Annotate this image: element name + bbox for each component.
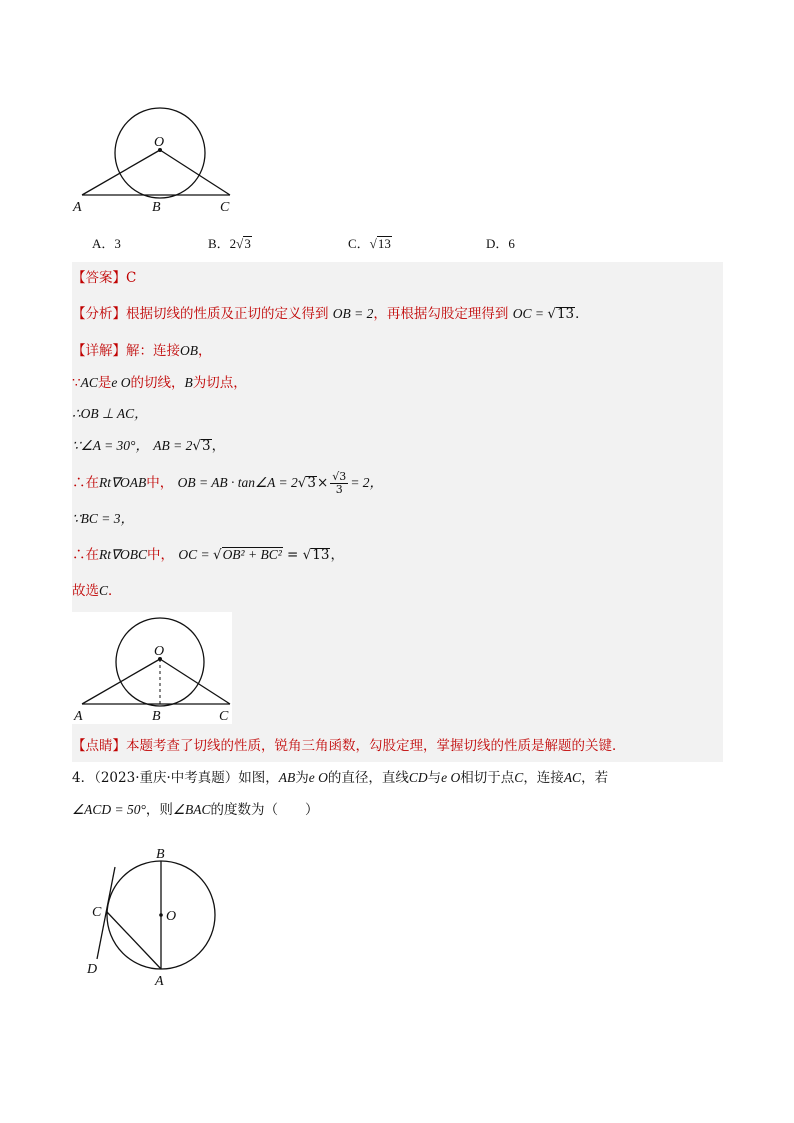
step-6-end: ， xyxy=(330,547,344,563)
choice-b-prefix: 2 xyxy=(229,236,237,251)
step-1-math2: B xyxy=(184,375,193,390)
label-c-2: C xyxy=(219,709,229,724)
q4-text-a: 4．（2023·重庆·中考真题）如图， xyxy=(72,770,279,786)
label-o-2: O xyxy=(154,644,165,659)
analysis-tag: 【分析】 xyxy=(72,306,126,322)
label-b-3: B xyxy=(156,847,165,862)
choice-c-key: C． xyxy=(348,236,370,251)
q4-text-g: ，若 xyxy=(581,770,609,786)
step-6-mid: 中， xyxy=(147,547,175,563)
choice-d-value: 6 xyxy=(508,236,515,251)
choice-d xyxy=(486,233,515,252)
comment-text: 本题考查了切线的性质，锐角三角函数，勾股定理，掌握切线的性质是解题的关键． xyxy=(126,738,626,754)
step-6-pre: ∴在 xyxy=(72,547,99,563)
label-o: O xyxy=(154,135,165,150)
step-4-times: × xyxy=(316,475,329,491)
label-c: C xyxy=(220,200,230,215)
q4-text-b: 为 xyxy=(295,770,309,786)
line-oc-2 xyxy=(160,659,230,704)
analysis-text-2: ，再根据勾股定理得到 xyxy=(373,306,509,322)
circle-o xyxy=(115,108,205,198)
step-4: ∴在Rt∇OAB中， OB = AB · tan∠A = 2√3× $\frac{√3}{3}$ = 2， xyxy=(72,470,384,496)
step-1-text3: 为切点， xyxy=(192,375,247,391)
comment-tag: 【点睛】 xyxy=(72,738,126,754)
step-4-mid: 中， xyxy=(146,475,174,491)
step-2 xyxy=(72,405,148,423)
step-5 xyxy=(72,510,134,528)
step-3-sqrt: 3 xyxy=(201,438,211,454)
choice-c-sqrt: 13 xyxy=(377,236,391,251)
line-ca xyxy=(107,912,161,969)
question-4-line-2 xyxy=(72,801,318,819)
label-d-3: D xyxy=(87,962,98,977)
step-1-circle: e O xyxy=(111,375,131,390)
figure-1 xyxy=(70,95,240,220)
choice-d-key: D． xyxy=(486,236,509,251)
step-1-math: AC xyxy=(80,375,98,390)
q4-text-d: 与 xyxy=(427,770,442,786)
choice-a-key: A． xyxy=(92,236,115,251)
answer-value: C xyxy=(126,270,137,286)
step-4-end: = 2， xyxy=(350,475,384,490)
label-o-3: O xyxy=(166,909,177,924)
analysis-math-2: OC = xyxy=(512,306,548,321)
point-o-3 xyxy=(159,913,163,917)
detail-intro-math: OB xyxy=(180,343,198,358)
q4-math-cd: CD xyxy=(408,770,428,785)
line-oa xyxy=(82,150,160,195)
q4-text-h: ，则 xyxy=(145,802,173,818)
label-a-3: A xyxy=(155,974,164,989)
label-b-2: B xyxy=(152,709,161,724)
step-6-eq: = xyxy=(282,547,303,563)
analysis-math-1: OB = 2 xyxy=(332,306,374,321)
step-7 xyxy=(72,582,122,600)
step-7-math: C xyxy=(99,583,109,598)
analysis-sqrt: 13 xyxy=(556,306,575,322)
step-6-tri: Rt∇OBC xyxy=(99,547,148,562)
step-1-text2: 的切线， xyxy=(130,375,185,391)
q4-angle-bac: ∠BAC xyxy=(172,802,211,817)
label-b: B xyxy=(152,200,161,215)
choice-a-value: 3 xyxy=(114,236,121,251)
step-6-sqrt-2: 13 xyxy=(312,547,330,563)
q4-text-c: 的直径，直线 xyxy=(327,770,409,786)
step-4-fraction xyxy=(330,471,348,496)
answer-line xyxy=(72,269,136,287)
comment-line xyxy=(72,737,626,755)
figure-3 xyxy=(82,842,232,992)
step-5-text: ∵BC = 3， xyxy=(72,511,134,526)
step-3-pre: ∵∠A = 30°， xyxy=(72,438,149,453)
step-4-sqrt: 3 xyxy=(307,475,316,491)
detail-intro: 解：连接 xyxy=(126,343,180,359)
figure-1-svg xyxy=(70,95,240,220)
q4-text-i: 的度数为（ ） xyxy=(210,802,319,818)
step-3: ∵∠A = 30°， AB = 2√3， xyxy=(72,438,226,454)
step-4-tri: Rt∇OAB xyxy=(99,475,147,490)
detail-intro-end: ， xyxy=(198,343,212,359)
label-a-2: A xyxy=(74,709,83,724)
choice-c: C．√13 xyxy=(348,236,391,251)
choice-b: B．2√3 xyxy=(208,236,251,251)
q4-text-e: 相切于点 xyxy=(460,770,515,786)
step-6-sqrt-1: OB² + BC² xyxy=(222,547,282,562)
step-1 xyxy=(72,374,247,392)
detail-tag: 【详解】 xyxy=(72,343,126,359)
q4-circle-1: e O xyxy=(308,770,328,785)
answer-tag: 【答案】 xyxy=(72,270,126,286)
step-3-end: ， xyxy=(211,438,226,454)
line-oc xyxy=(160,150,230,195)
q4-angle-acd: ∠ACD = 50° xyxy=(72,802,146,817)
q4-circle-2: e O xyxy=(441,770,461,785)
label-c-3: C xyxy=(92,905,102,920)
analysis-text-1: 根据切线的性质及正切的定义得到 xyxy=(126,306,329,322)
step-2-text: ∴OB ⊥ AC， xyxy=(72,406,148,421)
figure-2 xyxy=(72,612,232,724)
label-a: A xyxy=(73,200,82,215)
step-7-pre: 故选 xyxy=(72,583,99,599)
step-1-text: 是 xyxy=(97,375,112,391)
step-4-num: √3 xyxy=(332,470,347,483)
detail-line xyxy=(72,342,212,360)
step-7-end: ． xyxy=(108,583,122,599)
step-6: ∴在Rt∇OBC中， OC = √OB² + BC² = √13， xyxy=(72,547,344,563)
q4-math-c: C xyxy=(514,770,524,785)
line-oa-2 xyxy=(82,659,160,704)
choice-b-key: B． xyxy=(208,236,230,251)
analysis-line: 【分析】根据切线的性质及正切的定义得到 OB = 2，再根据勾股定理得到 OC = √13． xyxy=(72,306,589,322)
step-6-math: OC = xyxy=(178,547,213,562)
choice-b-sqrt: 3 xyxy=(244,236,251,251)
figure-3-svg xyxy=(82,842,232,992)
q4-text-f: ，连接 xyxy=(523,770,564,786)
step-4-den: 3 xyxy=(335,483,343,496)
step-4-pre: ∴在 xyxy=(72,475,99,491)
figure-2-svg xyxy=(72,612,232,724)
q4-math-ab: AB xyxy=(278,770,296,785)
step-3-math: AB = 2 xyxy=(153,438,193,453)
q4-math-ac: AC xyxy=(563,770,582,785)
question-4-line-1 xyxy=(72,769,608,787)
choice-a xyxy=(92,233,121,252)
step-4-math: OB = AB · tan∠A = 2 xyxy=(177,475,298,490)
analysis-end: ． xyxy=(575,306,589,322)
step-1-pre: ∵ xyxy=(72,375,81,391)
